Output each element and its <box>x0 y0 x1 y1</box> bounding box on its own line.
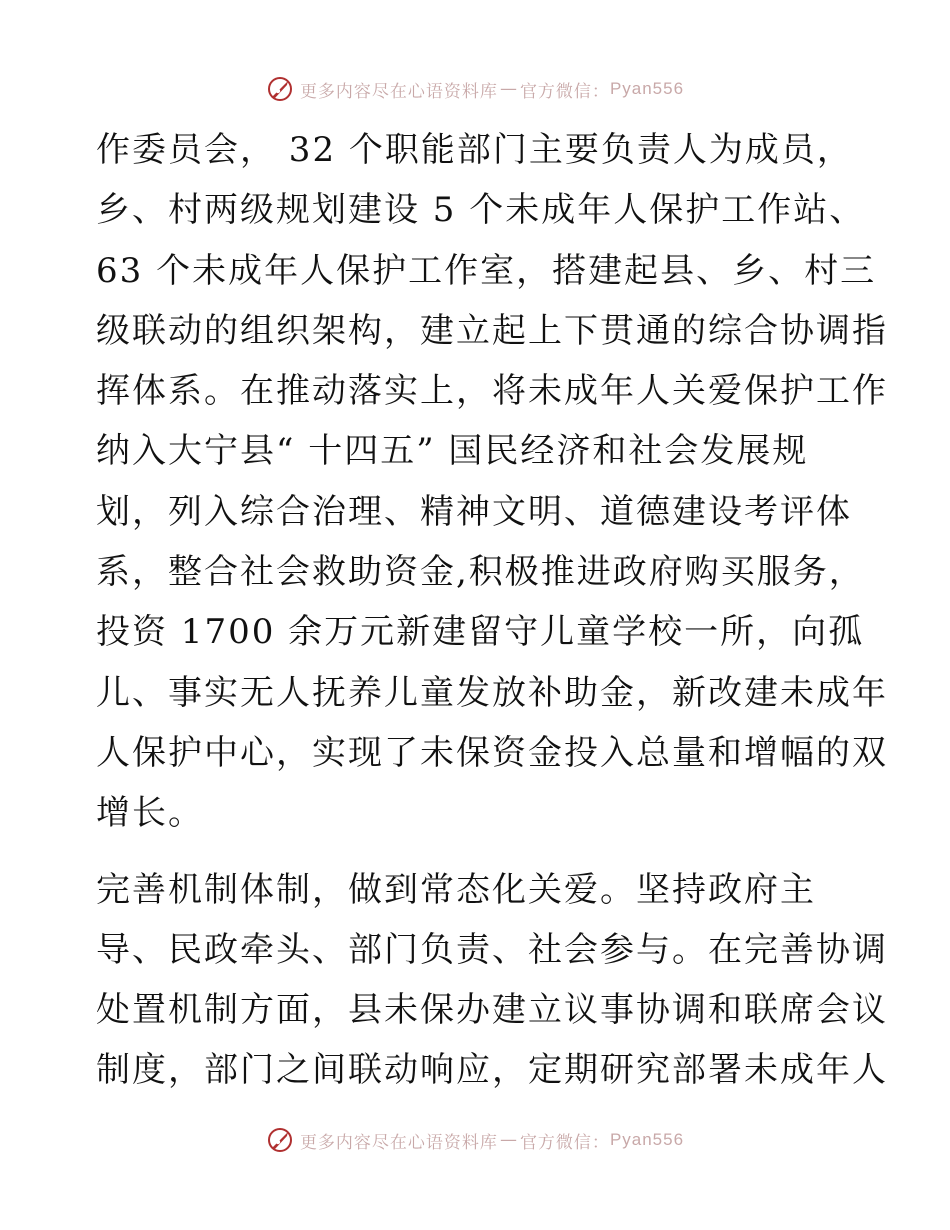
text-line: 处置机制方面，县未保办建立议事协调和联席会议 <box>96 990 888 1031</box>
text-line: 制度，部门之间联动响应，定期研究部署未成年人 <box>96 1050 888 1091</box>
paragraph <box>96 120 888 844</box>
text-line: 划，列入综合治理、精神文明、道德建设考评体 <box>96 491 852 532</box>
text-line: 系，整合社会救助资金,积极推进政府购买服务， <box>96 552 865 593</box>
paragraph-spacer <box>96 844 856 860</box>
header-banner-wechat-label: 官方微信： <box>519 81 610 102</box>
footer-banner-wechat-id: Pyan556 <box>609 1130 685 1149</box>
text-line: 乡、村两级规划建设 5 个未成年人保护工作站、 <box>96 190 866 231</box>
footer-banner <box>0 1123 950 1157</box>
text-line: 导、民政牵头、部门负责、社会参与。在完善协调 <box>96 929 888 970</box>
header-banner-wechat-id: Pyan556 <box>609 79 685 98</box>
pen-logo-icon <box>266 1126 294 1154</box>
document-body <box>96 120 888 1101</box>
paragraph <box>96 860 888 1101</box>
text-line: 作委员会， 32 个职能部门主要负责人为成员， <box>96 130 853 170</box>
text-line: 完善机制体制，做到常态化关爱。坚持政府主 <box>96 869 816 910</box>
text-line: 投资 1700 余万元新建留守儿童学校一所，向孤 <box>96 612 865 653</box>
text-line: 人保护中心，实现了未保资金投入总量和增幅的双 <box>96 732 888 773</box>
footer-banner-text: 更多内容尽在心语资料库 <box>299 1132 498 1153</box>
text-line: 增长。 <box>96 793 204 834</box>
text-line: 纳入大宁县“ 十四五” 国民经济和社会发展规 <box>96 431 809 472</box>
text-line: 挥体系。在推动落实上，将未成年人关爱保护工作 <box>96 371 888 412</box>
text-line: 儿、事实无人抚养儿童发放补助金，新改建未成年 <box>96 672 888 713</box>
text-line: 级联动的组织架构，建立起上下贯通的综合协调指 <box>96 310 888 351</box>
footer-banner-separator: — <box>499 1130 518 1150</box>
header-banner-text: 更多内容尽在心语资料库 <box>299 81 498 102</box>
pen-logo-icon <box>266 75 294 103</box>
footer-banner-wechat-label: 官方微信： <box>519 1132 610 1153</box>
header-banner-separator: — <box>499 79 518 99</box>
header-banner <box>0 72 950 106</box>
text-line: 63 个未成年人保护工作室，搭建起县、乡、村三 <box>96 250 877 291</box>
